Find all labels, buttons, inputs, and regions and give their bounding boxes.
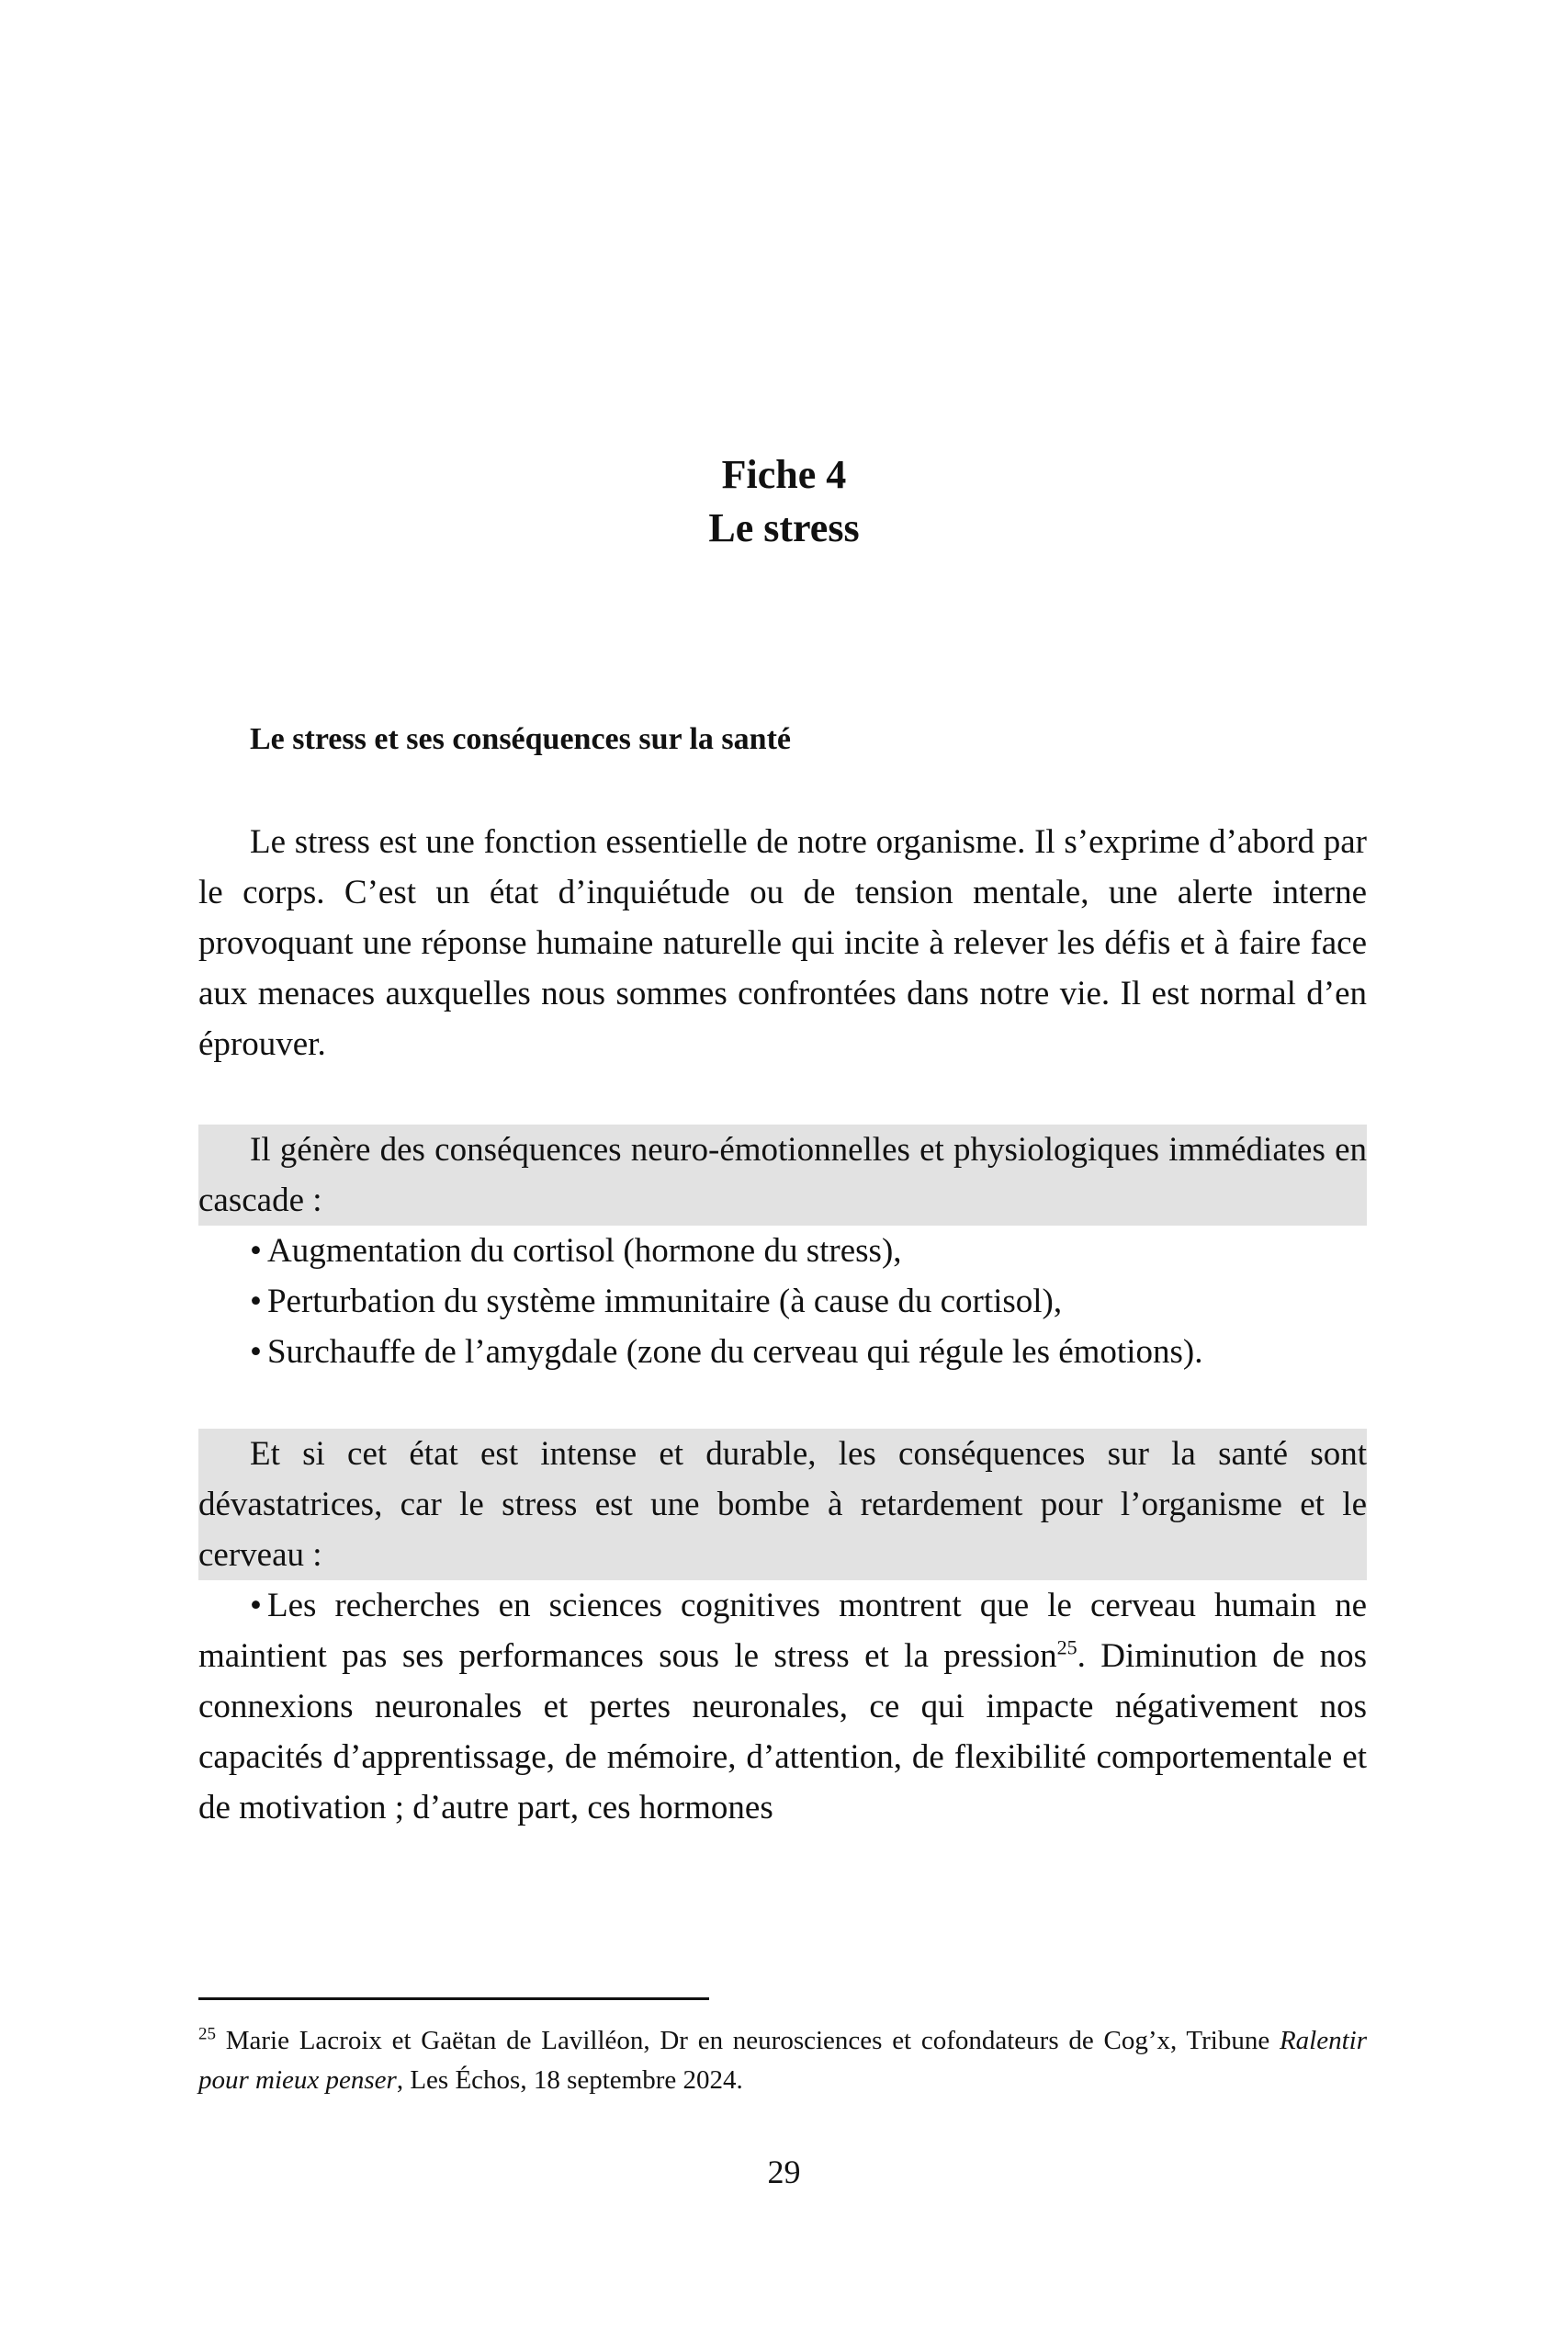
bullet-paragraph bbox=[198, 1580, 1367, 1833]
paragraph-long-term-block bbox=[198, 1429, 1367, 1833]
title-line-1: Fiche 4 bbox=[721, 452, 847, 497]
paragraph-consequences-block bbox=[198, 1125, 1367, 1377]
paragraph-3-text: Et si cet état est intense et durable, les conséquences sur la santé sont dévastatrices, car le stress est une bombe à retardement pour l’organisme et le cerveau : bbox=[198, 1429, 1367, 1580]
footnote-title-italic: Ralentir pour mieux penser bbox=[198, 2026, 1367, 2095]
list-item-text: Perturbation du système immunitaire (à cause du cortisol), bbox=[266, 1283, 1063, 1320]
page-number: 29 bbox=[767, 2154, 801, 2190]
paragraph-1-text: Le stress est une fonction essentielle de notre organisme. Il s’exprime d’abord par le corps. C’est un état d’inquiétude ou de tension mentale, une alerte interne provoquant une réponse humaine naturelle qui incite à relever les défis et à faire face aux menaces auxquelles nous sommes confrontées dans notre vie. Il est normal d’en éprouver. bbox=[198, 823, 1367, 1063]
paragraph-2-text: Il génère des conséquences neuro-émotionnelles et physiologiques immédiates en cascade : bbox=[198, 1125, 1367, 1226]
list-item bbox=[198, 1226, 1367, 1276]
bullet-list-consequences bbox=[198, 1226, 1367, 1377]
bullet-icon: • bbox=[250, 1232, 262, 1270]
bullet-icon: • bbox=[250, 1283, 262, 1320]
section-heading: Le stress et ses conséquences sur la santé bbox=[250, 722, 791, 756]
list-item bbox=[198, 1327, 1367, 1377]
bullet-paragraph-text-after: . Diminution de nos connexions neuronales et pertes neuronales, ce qui impacte négativement nos capacités d’apprentissage, de mémoire, d’attention, de flexibilité comportementale et de motivation ; d’autre part, ces hormones bbox=[198, 1637, 1367, 1826]
list-item-text: Augmentation du cortisol (hormone du stress), bbox=[266, 1232, 902, 1270]
paragraph-intro bbox=[198, 817, 1367, 1069]
list-item bbox=[198, 1276, 1367, 1327]
bullet-icon: • bbox=[250, 1333, 262, 1371]
footnote-reference: 25 bbox=[1056, 1635, 1077, 1659]
footnote-number: 25 bbox=[198, 2024, 216, 2044]
footnote-text-before: Marie Lacroix et Gaëtan de Lavilléon, Dr en neurosciences et cofondateurs de Cog’x, Tribune bbox=[216, 2026, 1280, 2055]
footnote-text-after: , Les Échos, 18 septembre 2024. bbox=[396, 2065, 743, 2095]
title-line-2: Le stress bbox=[708, 505, 860, 550]
page-title bbox=[0, 448, 1568, 555]
list-item-text: Surchauffe de l’amygdale (zone du cerveau qui régule les émotions). bbox=[266, 1333, 1203, 1371]
bullet-paragraph-text-before: Les recherches en sciences cognitives montrent que le cerveau humain ne maintient pas ses performances sous le stress et la pression bbox=[198, 1587, 1367, 1675]
footnote-divider bbox=[198, 1997, 709, 2000]
footnote bbox=[198, 2021, 1367, 2100]
bullet-icon: • bbox=[250, 1587, 262, 1624]
